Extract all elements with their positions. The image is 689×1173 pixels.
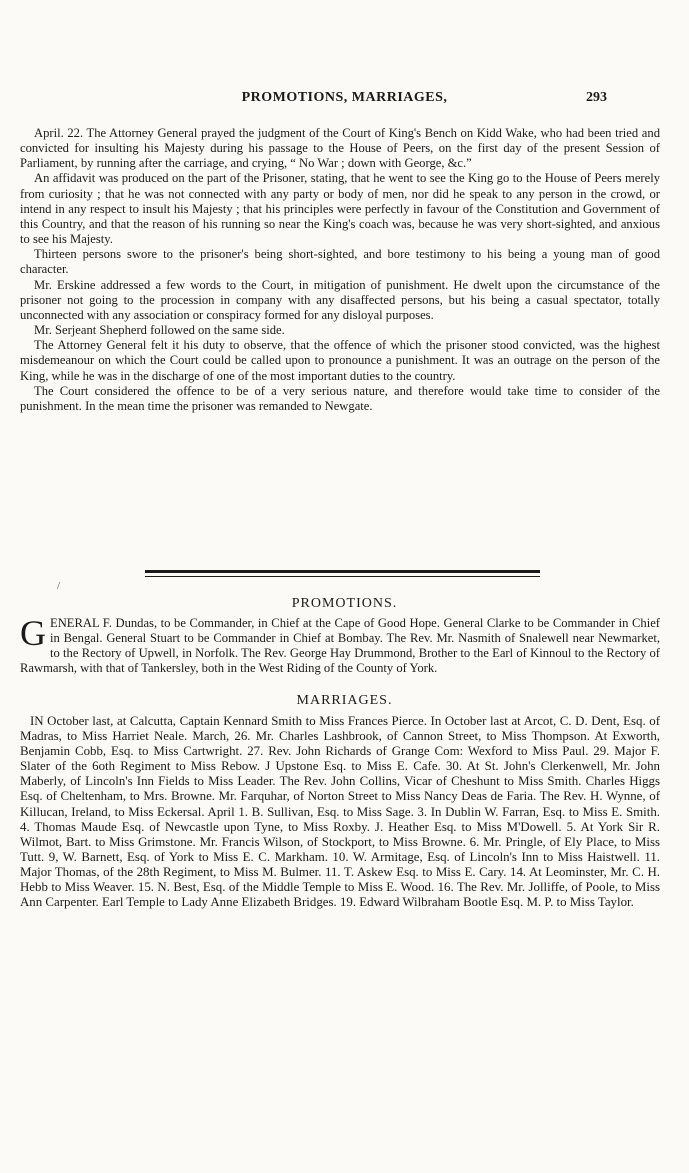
- court-paragraph: April. 22. The Attorney General prayed the judgment of the Court of King's Bench on Kidd Wake, who had been tried and convicted for insulting his Majesty during his passage to the House of Peers, on the first day of the present Session of Parliament, by running after the carriage, and crying, “ No War ; down with George, &c.”: [20, 126, 660, 171]
- running-title: PROMOTIONS, MARRIAGES,: [241, 90, 448, 105]
- marriages-section: [20, 714, 660, 910]
- court-paragraph: The Court considered the offence to be of a very serious nature, and therefore would take time to consider of the punishment. In the mean time the prisoner was remanded to Newgate.: [20, 383, 660, 413]
- court-paragraph: Mr. Serjeant Shepherd followed on the same side.: [34, 323, 285, 338]
- promotions-heading: PROMOTIONS.: [291, 596, 398, 611]
- court-paragraph: An affidavit was produced on the part of the Prisoner, stating, that he went to see the King go to the House of Peers merely from curiosity ; that he was not connected with any party or body of men, nor did he speak to any person in the crowd, or intend in any respect to insult his Majesty ; that his principles were perfectly in favour of the Constitution and Government of this Country, and that the reason of his running so near the King's coach was, because he was very short-sighted, and anxious to see his Majesty.: [20, 171, 660, 247]
- running-head: [0, 90, 689, 110]
- page-number: 293: [586, 90, 607, 105]
- drop-cap: G: [20, 613, 46, 653]
- divider-thick-rule: [145, 570, 540, 573]
- court-report: [20, 126, 660, 414]
- divider-thin-rule: [145, 576, 540, 577]
- marriages-paragraph: IN October last, at Calcutta, Captain Kennard Smith to Miss Frances Pierce. In October last at Arcot, C. D. Dent, Esq. of Madras, to Miss Harriet Neale. March, 26. Mr. Charles Lashbrook, of Cannon Street, to Miss Thompson. At Exworth, Benjamin Cobb, Esq. to Miss Cartwright. 27. Rev. John Richards of Grange Com: Wexford to Miss Paul. 29. Major F. Slater of the 6oth Regiment to Miss Rebow. J Upstone Esq. to Miss E. Cafe. 30. At St. John's Clerkenwell, Mr. John Maberly, of Lincoln's Inn Fields to Miss Leader. The Rev. John Collins, Vicar of Cheshunt to Miss Smith. Charles Higgs Esq. of Cheltenham, to Mrs. Browne. Mr. Farquhar, of Norton Street to Miss Nancy Deas de Faria. The Rev. H. Wynne, of Killucan, Ireland, to Miss Eckersal. April 1. B. Sullivan, Esq. to Miss Sage. 3. In Dublin W. Farran, Esq. to Miss E. Smith. 4. Thomas Maude Esq. of Newcastle upon Tyne, to Miss Roxby. J. Heather Esq. to Miss M'Dowell. 5. At York Sir R. Wilmot, Bart. to Miss Grimstone. Mr. Francis Wilson, of Stockport, to Miss Browne. 6. Mr. Pringle, of Ely Place, to Miss Tutt. 9, W. Barnett, Esq. of York to Miss E. C. Markham. 10. W. Armitage, Esq. of Lincoln's Inn to Miss Haistwell. 11. Major Thomas, of the 28th Regiment, to Miss M. Bulmer. 11. T. Askew Esq. to Miss E. Cary. 14. At Leominster, Mr. C. H. Hebb to Miss Weaver. 15. N. Best, Esq. of the Middle Temple to Miss E. Wood. 16. The Rev. Mr. Jolliffe, of Poole, to Miss Ann Carpenter. Earl Temple to Lady Anne Elizabeth Bridges. 19. Edward Wilbraham Bootle Esq. M. P. to Miss Taylor.: [20, 714, 660, 910]
- court-paragraph: The Attorney General felt it his duty to observe, that the offence of which the prisoner stood convicted, was the highest misdemeanour on which the Court could be called upon to pronounce a punishment. It was an outrage on the person of the King, while he was in the discharge of one of the most important duties to the country.: [20, 338, 660, 383]
- promotions-text: ENERAL F. Dundas, to be Commander, in Chief at the Cape of Good Hope. General Clarke to be Commander in Chief in Bengal. General Stuart to be Commander in Chief at Bombay. The Rev. Mr. Nasmith of Snalewell near Newmarket, to the Rectory of Upwell, in Norfolk. The Rev. George Hay Drummond, Brother to the Earl of Kinnoul to the Rectory of Rawmarsh, with that of Tankersley, both in the West Riding of the County of York.: [20, 616, 660, 676]
- section-divider: [145, 570, 540, 577]
- promotions-section: [20, 613, 660, 677]
- promotions-paragraph: [20, 613, 660, 677]
- court-paragraph: Mr. Erskine addressed a few words to the Court, in mitigation of punishment. He dwelt upon the circumstance of the prisoner not going to the procession in company with any disaffected persons, but his being a casual spectator, totally unconnected with any association or conspiracy formed for any disloyal purposes.: [20, 277, 660, 322]
- stray-mark: /: [57, 580, 61, 592]
- marriages-heading: MARRIAGES.: [296, 693, 393, 708]
- court-paragraph: Thirteen persons swore to the prisoner's being short-sighted, and bore testimony to his being a young man of good character.: [20, 247, 660, 277]
